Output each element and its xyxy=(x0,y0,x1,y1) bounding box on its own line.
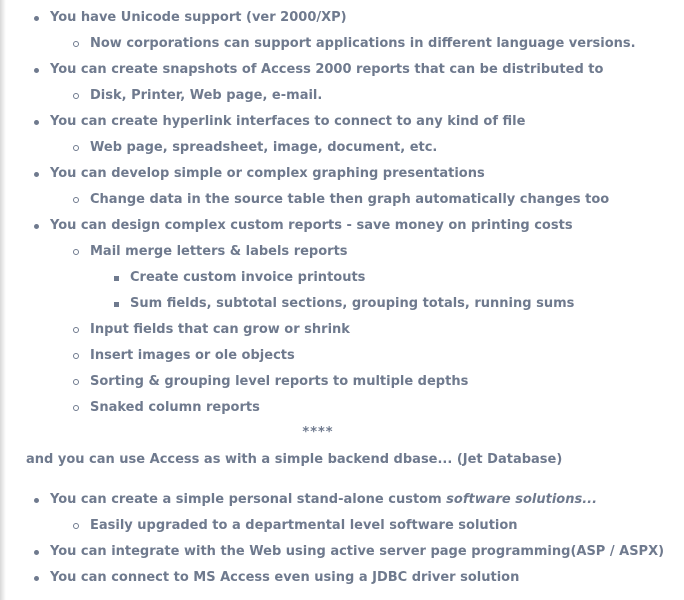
list-item: You can integrate with the Web using active server page programming(ASP / ASPX) xyxy=(32,544,664,560)
circle-bullet-icon xyxy=(72,192,90,208)
list-item: Now corporations can support applications in different language versions. xyxy=(72,36,636,52)
square-bullet-icon xyxy=(112,270,130,286)
circle-bullet-icon xyxy=(72,88,90,104)
list-item: Easily upgraded to a departmental level software solution xyxy=(72,518,518,534)
list-item: You can develop simple or complex graphing presentations xyxy=(32,166,485,182)
emphasis-text: software solutions... xyxy=(446,492,598,507)
circle-bullet-icon xyxy=(72,322,90,338)
disc-bullet-icon xyxy=(32,62,50,78)
list-item: Web page, spreadsheet, image, document, etc. xyxy=(72,140,437,156)
backend-statement: and you can use Access as with a simple backend dbase... (Jet Database) xyxy=(26,452,563,467)
circle-bullet-icon xyxy=(72,140,90,156)
list-item: You can create snapshots of Access 2000 reports that can be distributed to xyxy=(32,62,603,78)
circle-bullet-icon xyxy=(72,518,90,534)
circle-bullet-icon xyxy=(72,348,90,364)
circle-bullet-icon xyxy=(72,36,90,52)
disc-bullet-icon xyxy=(32,10,50,26)
circle-bullet-icon xyxy=(72,374,90,390)
circle-bullet-icon xyxy=(72,400,90,416)
disc-bullet-icon xyxy=(32,166,50,182)
list-item: Snaked column reports xyxy=(72,400,260,416)
disc-bullet-icon xyxy=(32,492,50,508)
list-item: Disk, Printer, Web page, e-mail. xyxy=(72,88,322,104)
separator-stars: **** xyxy=(302,425,334,440)
list-item: You can design complex custom reports - save money on printing costs xyxy=(32,218,573,234)
list-item: Sum fields, subtotal sections, grouping totals, running sums xyxy=(112,296,574,312)
list-item: You have Unicode support (ver 2000/XP) xyxy=(32,10,347,26)
disc-bullet-icon xyxy=(32,218,50,234)
list-item: You can create a simple personal stand-alone custom software solutions... xyxy=(32,492,597,508)
list-item: You can connect to MS Access even using a JDBC driver solution xyxy=(32,570,519,586)
list-item: Input fields that can grow or shrink xyxy=(72,322,350,338)
circle-bullet-icon xyxy=(72,244,90,260)
disc-bullet-icon xyxy=(32,544,50,560)
list-item: Insert images or ole objects xyxy=(72,348,295,364)
disc-bullet-icon xyxy=(32,570,50,586)
left-edge-shadow xyxy=(0,0,6,600)
square-bullet-icon xyxy=(112,296,130,312)
list-item: Sorting & grouping level reports to multiple depths xyxy=(72,374,468,390)
list-item: You can create hyperlink interfaces to connect to any kind of file xyxy=(32,114,525,130)
disc-bullet-icon xyxy=(32,114,50,130)
list-item: Change data in the source table then graph automatically changes too xyxy=(72,192,609,208)
list-item: Mail merge letters & labels reports xyxy=(72,244,348,260)
list-item: Create custom invoice printouts xyxy=(112,270,365,286)
